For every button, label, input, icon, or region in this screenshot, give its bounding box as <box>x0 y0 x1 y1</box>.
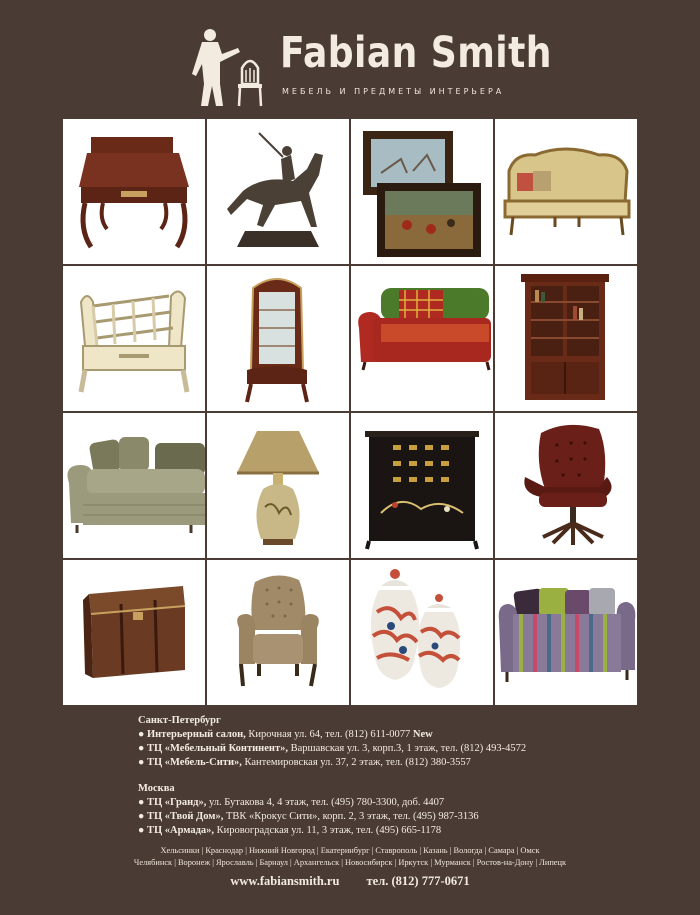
product-tile[interactable] <box>351 413 493 558</box>
butler-chair-icon <box>190 24 274 108</box>
store-address: ул. Бутакова 4, 4 этаж, тел. (495) 780-3300, доб. 4407 <box>206 797 445 808</box>
product-tile[interactable] <box>63 119 205 264</box>
store-info <box>138 714 638 838</box>
fabric-sofa-icon <box>63 413 205 558</box>
footer-phone: тел. (812) 777-0671 <box>366 874 470 888</box>
leather-office-chair-icon <box>495 413 637 558</box>
store-name: ТЦ «Мебель-Сити», <box>146 757 242 768</box>
city-heading-msk: Москва <box>138 783 175 794</box>
product-tile[interactable] <box>351 560 493 705</box>
product-tile[interactable] <box>351 266 493 411</box>
magazine-rack-icon <box>63 266 205 411</box>
brand-name: Fabian Smith <box>280 28 552 78</box>
bullet: ● <box>138 757 145 768</box>
product-tile[interactable] <box>495 119 637 264</box>
brand-tagline: МЕБЕЛЬ И ПРЕДМЕТЫ ИНТЕРЬЕРА <box>282 87 505 96</box>
store-line <box>138 742 638 756</box>
product-tile[interactable] <box>63 560 205 705</box>
product-tile[interactable] <box>63 413 205 558</box>
store-name: Интерьерный салон, <box>146 729 246 740</box>
product-tile[interactable] <box>63 266 205 411</box>
store-address: Варшавская ул. 3, корп.3, 1 этаж, тел. (812) 493-4572 <box>287 743 527 754</box>
product-tile[interactable] <box>495 560 637 705</box>
store-line <box>138 728 638 742</box>
cities-row-2: Челябинск | Воронеж | Ярославль | Барнаул | Архангельск | Новосибирск | Иркутск | Мурманск | Ростов-на-Дону | Липецк <box>133 858 567 867</box>
brand-logo <box>190 24 552 110</box>
plaid-sofa-icon <box>351 266 493 411</box>
product-tile[interactable] <box>207 413 349 558</box>
store-address: Кирочная ул. 64, тел. (812) 611-0077 <box>245 729 413 740</box>
product-grid <box>63 119 637 707</box>
striped-sofa-icon <box>495 560 637 705</box>
store-line <box>138 824 638 838</box>
polo-statue-icon <box>207 119 349 264</box>
product-tile[interactable] <box>495 266 637 411</box>
store-address: Кантемировская ул. 37, 2 этаж, тел. (812) 380-3557 <box>241 757 471 768</box>
travel-trunk-icon <box>63 560 205 705</box>
bullet: ● <box>138 811 145 822</box>
store-address: Кировоградская ул. 11, 3 этаж, тел. (495) 665-1178 <box>214 825 442 836</box>
product-tile[interactable] <box>207 560 349 705</box>
footer-contacts <box>0 874 700 889</box>
ginger-jars-icon <box>351 560 493 705</box>
website-link[interactable]: www.fabiansmith.ru <box>230 874 340 888</box>
store-line <box>138 756 638 770</box>
bullet: ● <box>138 729 145 740</box>
store-name: ТЦ «Твой Дом», <box>146 811 224 822</box>
store-line <box>138 796 638 810</box>
wing-armchair-icon <box>207 560 349 705</box>
store-name: ТЦ «Мебельный Континент», <box>146 743 288 754</box>
table-lamp-icon <box>207 413 349 558</box>
product-tile[interactable] <box>495 413 637 558</box>
store-line <box>138 810 638 824</box>
display-cabinet-icon <box>207 266 349 411</box>
baroque-sofa-icon <box>495 119 637 264</box>
writing-desk-icon <box>63 119 205 264</box>
lacquer-chest-icon <box>351 413 493 558</box>
product-tile[interactable] <box>207 119 349 264</box>
new-badge: New <box>412 729 433 740</box>
store-name: ТЦ «Гранд», <box>146 797 207 808</box>
city-heading-spb: Санкт-Петербург <box>138 715 221 726</box>
bullet: ● <box>138 825 145 836</box>
product-tile[interactable] <box>207 266 349 411</box>
framed-paintings-icon <box>351 119 493 264</box>
store-name: ТЦ «Армада», <box>146 825 215 836</box>
cities-row-1: Хельсинки | Краснодар | Нижний Новгород | Екатеринбург | Ставрополь | Казань | Вологда | Самара | Омск <box>160 846 540 855</box>
bullet: ● <box>138 743 145 754</box>
bullet: ● <box>138 797 145 808</box>
product-tile[interactable] <box>351 119 493 264</box>
bookcase-icon <box>495 266 637 411</box>
store-address: ТВК «Крокус Сити», корп. 2, 3 этаж, тел. (495) 987-3136 <box>223 811 479 822</box>
